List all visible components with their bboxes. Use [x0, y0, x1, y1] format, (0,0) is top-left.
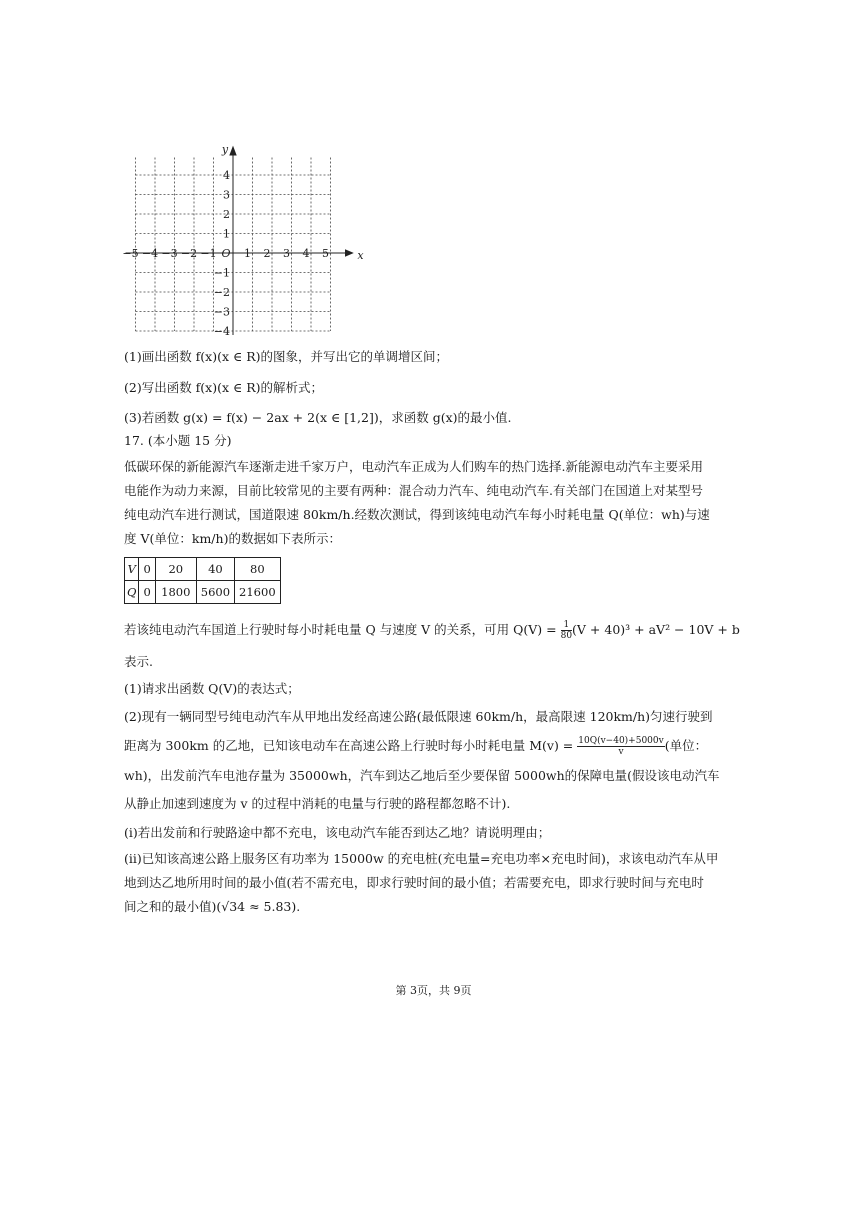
q17-intro-line-3: 纯电动汽车进行测试，国道限速 80km/h.经数次测试，得到该纯电动汽车每小时耗电量 Q(单位：wh)与速: [124, 507, 710, 522]
table-cell: Q: [125, 581, 139, 604]
q17-sub-ii: [124, 847, 724, 919]
q17-part1: (1)请求出函数 Q(V)的表达式；: [124, 681, 300, 696]
x-axis-label: x: [357, 249, 364, 262]
q17-part2-line4: 从静止加速到速度为 v 的过程中消耗的电量与行驶的路程都忽略不计).: [124, 796, 511, 811]
table-cell: 40: [196, 558, 234, 581]
relation-prefix: 若该纯电动汽车国道上行驶时每小时耗电量 Q 与速度 V 的关系，可用 Q(V) =: [124, 622, 561, 637]
page-footer: 第 3页，共 9页: [395, 984, 472, 997]
y-axis-label: y: [221, 143, 229, 156]
table-cell: 1800: [155, 581, 196, 604]
q17-intro-line-1: 低碳环保的新能源汽车逐渐走进千家万户，电动汽车正成为人们购车的热门选择.新能源电动汽车主要采用: [124, 459, 703, 474]
part2-line2-suffix: (单位：: [664, 738, 708, 753]
coordinate-grid: [120, 143, 364, 343]
table-cell: 21600: [235, 581, 281, 604]
y-tick-label: 1: [223, 227, 230, 241]
table-row-v: [125, 558, 281, 581]
q17-heading: 17. (本小题 15 分): [124, 433, 232, 448]
relation-frac-den: 80: [560, 631, 573, 641]
table-cell: V: [125, 558, 139, 581]
table-cell: 20: [155, 558, 196, 581]
y-tick-label: −2: [213, 286, 230, 299]
q17-part2-line3: wh)，出发前汽车电池存量为 35000wh，汽车到达乙地后至少要保留 5000wh的保障电量(假设该电动汽车: [124, 768, 720, 783]
x-tick-label: 1: [244, 247, 251, 260]
y-tick-label: −1: [213, 266, 230, 280]
table-cell: 5600: [196, 581, 234, 604]
y-axis-arrow-icon: [230, 147, 236, 155]
vq-data-table: [124, 557, 281, 604]
part2-frac-den: v: [618, 747, 624, 757]
x-tick-label: 5: [322, 247, 329, 260]
q17-part2-line1: (2)现有一辆同型号纯电动汽车从甲地出发经高速公路(最低限速 60km/h，最高限速 120km/h)匀速行驶到: [124, 709, 713, 724]
table-cell: 0: [139, 581, 155, 604]
q16-part1: (1)画出函数 f(x)(x ∈ R)的图象，并写出它的单调增区间；: [124, 349, 449, 364]
q17-sub-i: (i)若出发前和行驶路途中都不充电，该电动汽车能否到达乙地？请说明理由；: [124, 825, 551, 840]
y-tick-label: 2: [223, 208, 230, 221]
x-tick-label: −2: [180, 247, 198, 260]
x-tick-label: −1: [200, 247, 217, 260]
q16-part2: (2)写出函数 f(x)(x ∈ R)的解析式；: [124, 380, 324, 395]
q17-relation: [124, 619, 740, 641]
relation-frac-num: 1: [561, 620, 572, 631]
y-tick-label: 4: [223, 169, 230, 182]
q17-sub-ii-line-1: (ii)已知该高速公路上服务区有功率为 15000w 的充电桩(充电量=充电功率×充电时间)，求该电动汽车从甲: [124, 851, 719, 866]
table-cell: 80: [235, 558, 281, 581]
x-tick-label: 4: [302, 247, 310, 260]
q17-relation-end: 表示.: [124, 654, 153, 669]
y-tick-label: −3: [213, 305, 230, 319]
q17-sub-ii-line-3: 间之和的最小值)(√34 ≈ 5.83).: [124, 899, 301, 914]
coordinate-grid-svg: [120, 143, 364, 343]
part2-line2-prefix: 距离为 300km 的乙地，已知该电动车在高速公路上行驶时每小时耗电量 M(v) =: [124, 738, 578, 753]
x-tick-label: −5: [122, 247, 139, 260]
q17-intro: [124, 455, 724, 551]
relation-suffix: (V + 40)³ + aV² − 10V + b: [572, 622, 740, 637]
table-row-q: [125, 581, 281, 604]
x-axis-arrow-icon: [346, 250, 353, 256]
q17-part2-line2: [124, 735, 707, 757]
q17-intro-line-2: 电能作为动力来源，目前比较常见的主要有两种：混合动力汽车、纯电动汽车.有关部门在国道上对某型号: [124, 483, 703, 498]
q17-sub-ii-line-2: 地到达乙地所用时间的最小值(若不需充电，即求行驶时间的最小值；若需要充电，即求行驶时间与充电时: [124, 875, 704, 890]
y-tick-label: −4: [213, 325, 230, 338]
x-tick-label: −3: [161, 247, 178, 260]
relation-fraction: [561, 620, 572, 641]
part2-frac-num: 10Q(v−40)+5000v: [578, 736, 664, 746]
x-tick-label: 2: [263, 247, 271, 260]
part2-fraction: [577, 736, 664, 757]
q16-part3: (3)若函数 g(x) = f(x) − 2ax + 2(x ∈ [1,2])，求函数 g(x)的最小值.: [124, 410, 512, 425]
y-tick-label: 3: [223, 188, 230, 202]
x-tick-label: 3: [283, 247, 290, 260]
x-tick-label: −4: [141, 247, 159, 260]
q17-intro-line-4: 度 V(单位：km/h)的数据如下表所示：: [124, 531, 341, 546]
origin-label: O: [221, 247, 231, 260]
table-cell: 0: [139, 558, 155, 581]
